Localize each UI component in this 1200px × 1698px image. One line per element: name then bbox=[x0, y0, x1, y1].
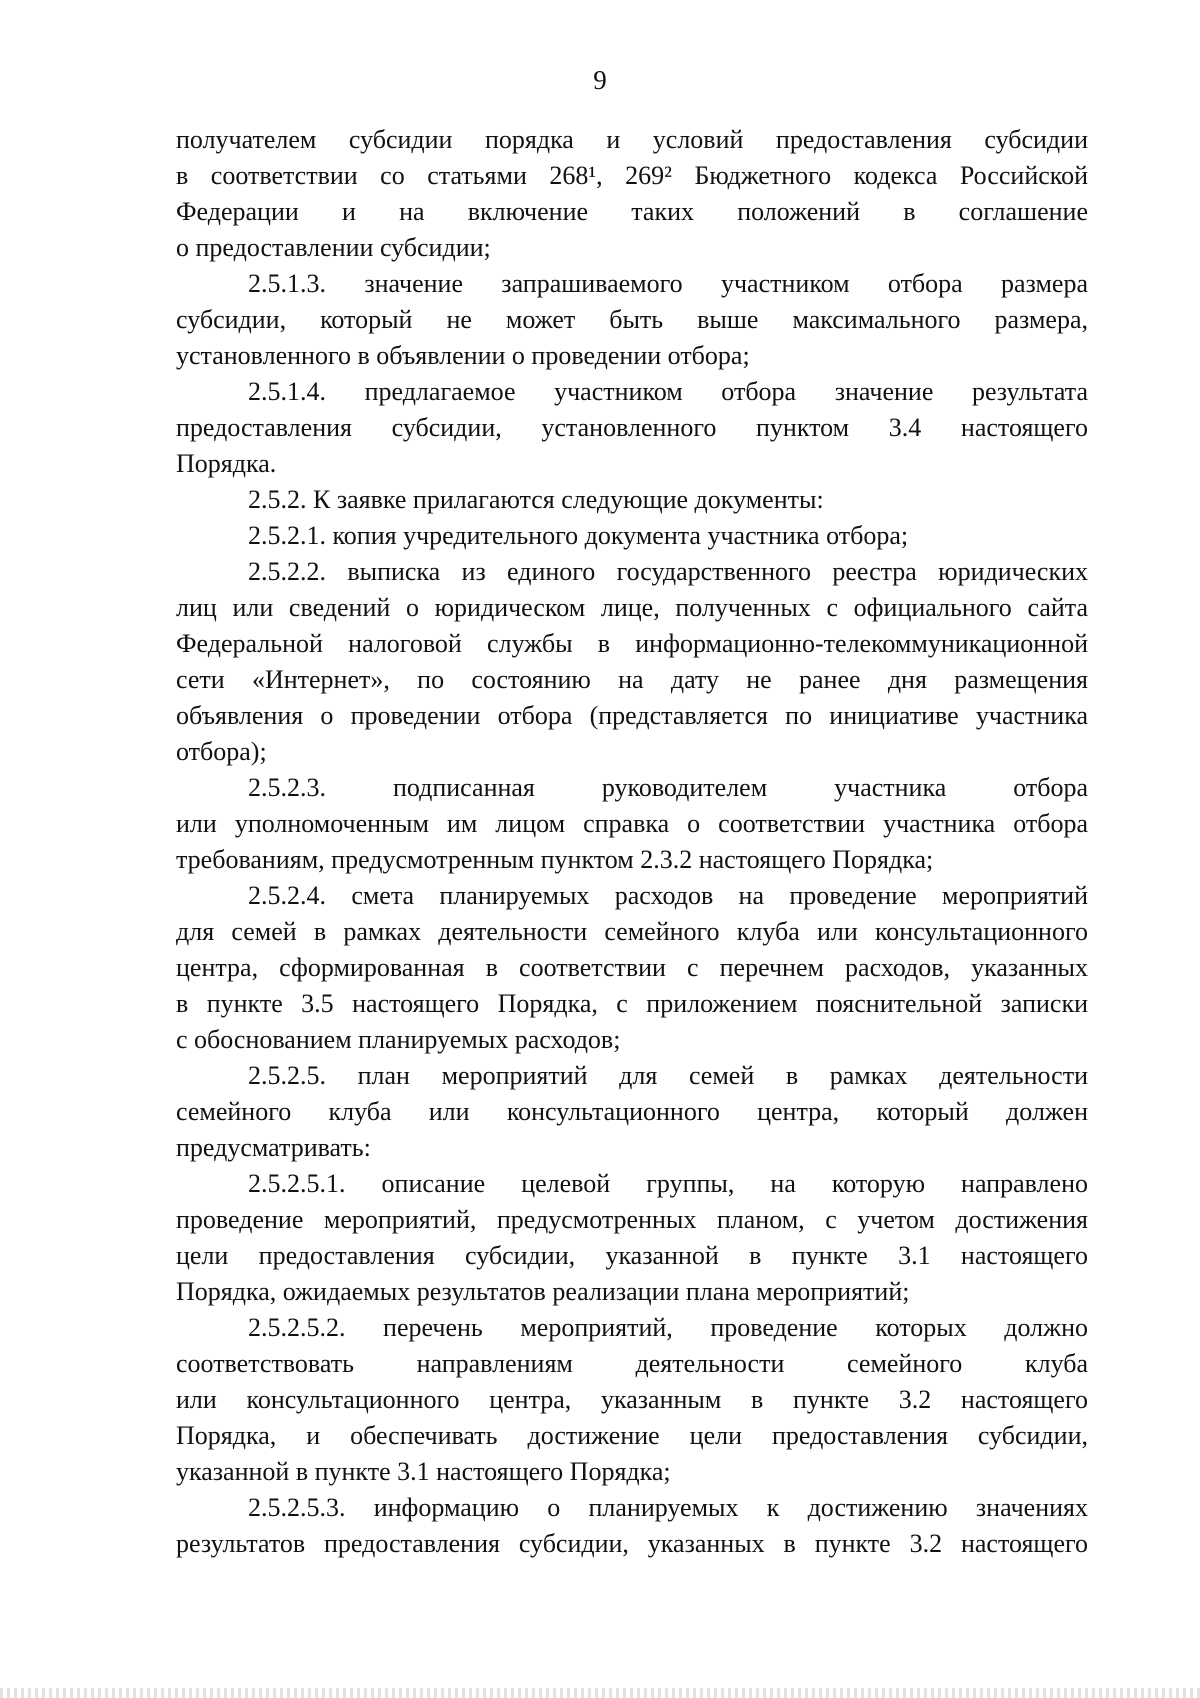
text-line: сети «Интернет», по состоянию на дату не ранее дня размещения bbox=[176, 665, 1088, 694]
text-line: центра, сформированная в соответствии с перечнем расходов, указанных bbox=[176, 953, 1088, 982]
text-line: Федеральной налоговой службы в информационно-телекоммуникационной bbox=[176, 629, 1088, 658]
text-line: с обоснованием планируемых расходов; bbox=[176, 1025, 621, 1054]
scan-bottom-edge bbox=[0, 1688, 1200, 1698]
text-line: 2.5.2.3. подписанная руководителем участника отбора bbox=[248, 773, 1088, 802]
text-line: для семей в рамках деятельности семейного клуба или консультационного bbox=[176, 917, 1088, 946]
text-line: Порядка. bbox=[176, 449, 277, 478]
document-body bbox=[176, 122, 1088, 1562]
text-line: Порядка, и обеспечивать достижение цели предоставления субсидии, bbox=[176, 1421, 1088, 1450]
text-line: 2.5.2.5.1. описание целевой группы, на которую направлено bbox=[248, 1169, 1088, 1198]
text-line: 2.5.1.4. предлагаемое участником отбора значение результата bbox=[248, 377, 1088, 406]
page-number: 9 bbox=[593, 65, 607, 95]
text-line: лиц или сведений о юридическом лице, полученных с официального сайта bbox=[176, 593, 1088, 622]
text-line: соответствовать направлениям деятельности семейного клуба bbox=[176, 1349, 1088, 1378]
text-line: или консультационного центра, указанным в пункте 3.2 настоящего bbox=[176, 1385, 1088, 1414]
text-line: проведение мероприятий, предусмотренных планом, с учетом достижения bbox=[176, 1205, 1088, 1234]
text-line: объявления о проведении отбора (представляется по инициативе участника bbox=[176, 701, 1088, 730]
text-line: в пункте 3.5 настоящего Порядка, с приложением пояснительной записки bbox=[176, 989, 1088, 1018]
text-line: 2.5.2.1. копия учредительного документа участника отбора; bbox=[248, 521, 909, 550]
text-line: субсидии, который не может быть выше максимального размера, bbox=[176, 305, 1088, 334]
text-line: 2.5.2.5.2. перечень мероприятий, проведение которых должно bbox=[248, 1313, 1088, 1342]
text-line: 2.5.2.5.3. информацию о планируемых к достижению значениях bbox=[248, 1493, 1088, 1522]
text-line: или уполномоченным им лицом справка о соответствии участника отбора bbox=[176, 809, 1088, 838]
text-line: о предоставлении субсидии; bbox=[176, 233, 491, 262]
text-line: Федерации и на включение таких положений в соглашение bbox=[176, 197, 1088, 226]
text-line: семейного клуба или консультационного центра, который должен bbox=[176, 1097, 1088, 1126]
text-line: указанной в пункте 3.1 настоящего Порядка; bbox=[176, 1457, 671, 1486]
text-line: цели предоставления субсидии, указанной в пункте 3.1 настоящего bbox=[176, 1241, 1088, 1270]
text-line: результатов предоставления субсидии, указанных в пункте 3.2 настоящего bbox=[176, 1529, 1088, 1558]
text-line: 2.5.2.4. смета планируемых расходов на проведение мероприятий bbox=[248, 881, 1088, 910]
text-line: установленного в объявлении о проведении отбора; bbox=[176, 341, 750, 370]
text-line: 2.5.2. К заявке прилагаются следующие документы: bbox=[248, 485, 824, 514]
text-line: 2.5.2.5. план мероприятий для семей в рамках деятельности bbox=[248, 1061, 1088, 1090]
text-line: предусматривать: bbox=[176, 1133, 371, 1162]
text-line: отбора); bbox=[176, 737, 267, 766]
text-line: 2.5.2.2. выписка из единого государственного реестра юридических bbox=[248, 557, 1088, 586]
text-line: предоставления субсидии, установленного пунктом 3.4 настоящего bbox=[176, 413, 1088, 442]
text-line: требованиям, предусмотренным пунктом 2.3.2 настоящего Порядка; bbox=[176, 845, 934, 874]
text-line: Порядка, ожидаемых результатов реализации плана мероприятий; bbox=[176, 1277, 910, 1306]
text-line: 2.5.1.3. значение запрашиваемого участником отбора размера bbox=[248, 269, 1088, 298]
text-line: в соответствии со статьями 268¹, 269² Бюджетного кодекса Российской bbox=[176, 161, 1088, 190]
text-line: получателем субсидии порядка и условий предоставления субсидии bbox=[176, 125, 1088, 154]
